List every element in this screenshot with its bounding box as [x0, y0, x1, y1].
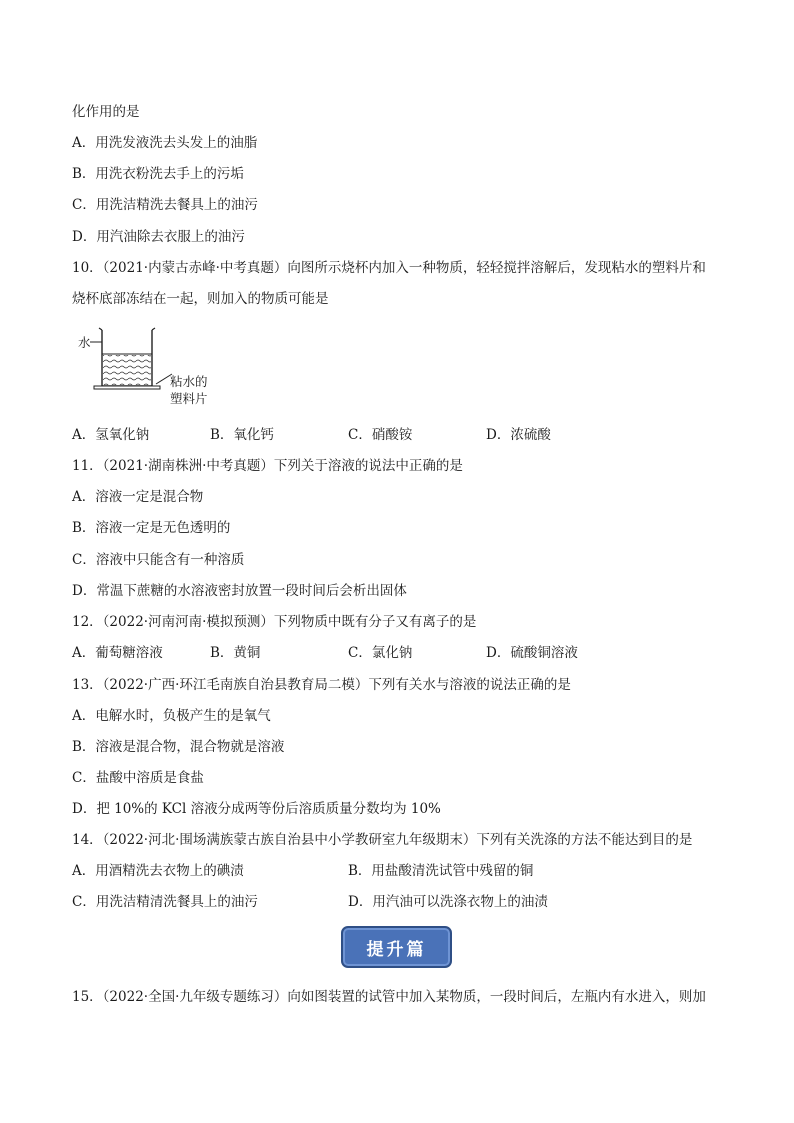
q13-option-d: D．把 10%的 KCl 溶液分成两等份后溶质质量分数均为 10% — [72, 801, 441, 817]
q10-option-b: B．氧化钙 — [210, 427, 274, 443]
plate-label-line-2: 塑料片 — [170, 391, 208, 406]
q9-option-b: B．用洗衣粉洗去手上的污垢 — [72, 166, 244, 182]
question-14: 14．（2022·河北·围场满族蒙古族自治县中小学教研室九年级期末）下列有关洗涤的方法不能达到目的是 — [72, 832, 693, 848]
q11-option-c: C．溶液中只能含有一种溶质 — [72, 552, 245, 568]
q9-option-a: A．用洗发液洗去头发上的油脂 — [72, 135, 258, 151]
q14-option-d: D．用汽油可以洗涤衣物上的油渍 — [348, 894, 548, 910]
question-10-line-1: 10．（2021·内蒙古赤峰·中考真题）向图所示烧杯内加入一种物质，轻轻搅拌溶解后，发现粘水的塑料片和 — [72, 260, 706, 276]
q14-option-a: A．用酒精洗去衣物上的碘渍 — [72, 863, 244, 879]
q9-option-d: D．用汽油除去衣服上的油污 — [72, 229, 245, 245]
q10-option-a: A．氢氧化钠 — [72, 427, 150, 443]
q13-option-a: A．电解水时，负极产生的是氧气 — [72, 708, 271, 724]
question-9-tail: 化作用的是 — [72, 104, 140, 120]
plastic-plate — [94, 386, 160, 389]
q13-option-c: C．盐酸中溶质是食盐 — [72, 770, 204, 786]
question-11: 11．（2021·湖南株洲·中考真题）下列关于溶液的说法中正确的是 — [72, 458, 463, 474]
q10-option-c: C．硝酸铵 — [348, 427, 413, 443]
plate-label-line-1: 粘水的 — [170, 374, 208, 389]
q9-option-c: C．用洗洁精洗去餐具上的油污 — [72, 197, 258, 213]
q13-option-b: B．溶液是混合物，混合物就是溶液 — [72, 739, 285, 755]
water-label: 水 — [78, 335, 91, 350]
q12-option-c: C．氯化钠 — [348, 645, 413, 661]
q14-option-b: B．用盐酸清洗试管中残留的铜 — [348, 863, 534, 879]
q12-option-d: D．硫酸铜溶液 — [486, 645, 578, 661]
question-13: 13．（2022·广西·环江毛南族自治县教育局二模）下列有关水与溶液的说法正确的是 — [72, 677, 571, 693]
q11-option-d: D．常温下蔗糖的水溶液密封放置一段时间后会析出固体 — [72, 583, 407, 599]
question-15: 15．（2022·全国·九年级专题练习）向如图装置的试管中加入某物质，一段时间后，左瓶内有水进入，则加 — [72, 989, 706, 1005]
question-12: 12．（2022·河南河南·模拟预测）下列物质中既有分子又有离子的是 — [72, 614, 477, 630]
q14-option-c: C．用洗洁精清洗餐具上的油污 — [72, 894, 258, 910]
section-banner: 提升篇 — [341, 926, 452, 968]
q12-option-b: B．黄铜 — [210, 645, 261, 661]
water-body — [103, 355, 151, 385]
q11-option-b: B．溶液一定是无色透明的 — [72, 520, 231, 536]
question-10-line-2: 烧杯底部冻结在一起，则加入的物质可能是 — [72, 291, 329, 307]
q10-option-d: D．浓硫酸 — [486, 427, 551, 443]
q11-option-a: A．溶液一定是混合物 — [72, 489, 204, 505]
q12-option-a: A．葡萄糖溶液 — [72, 645, 163, 661]
